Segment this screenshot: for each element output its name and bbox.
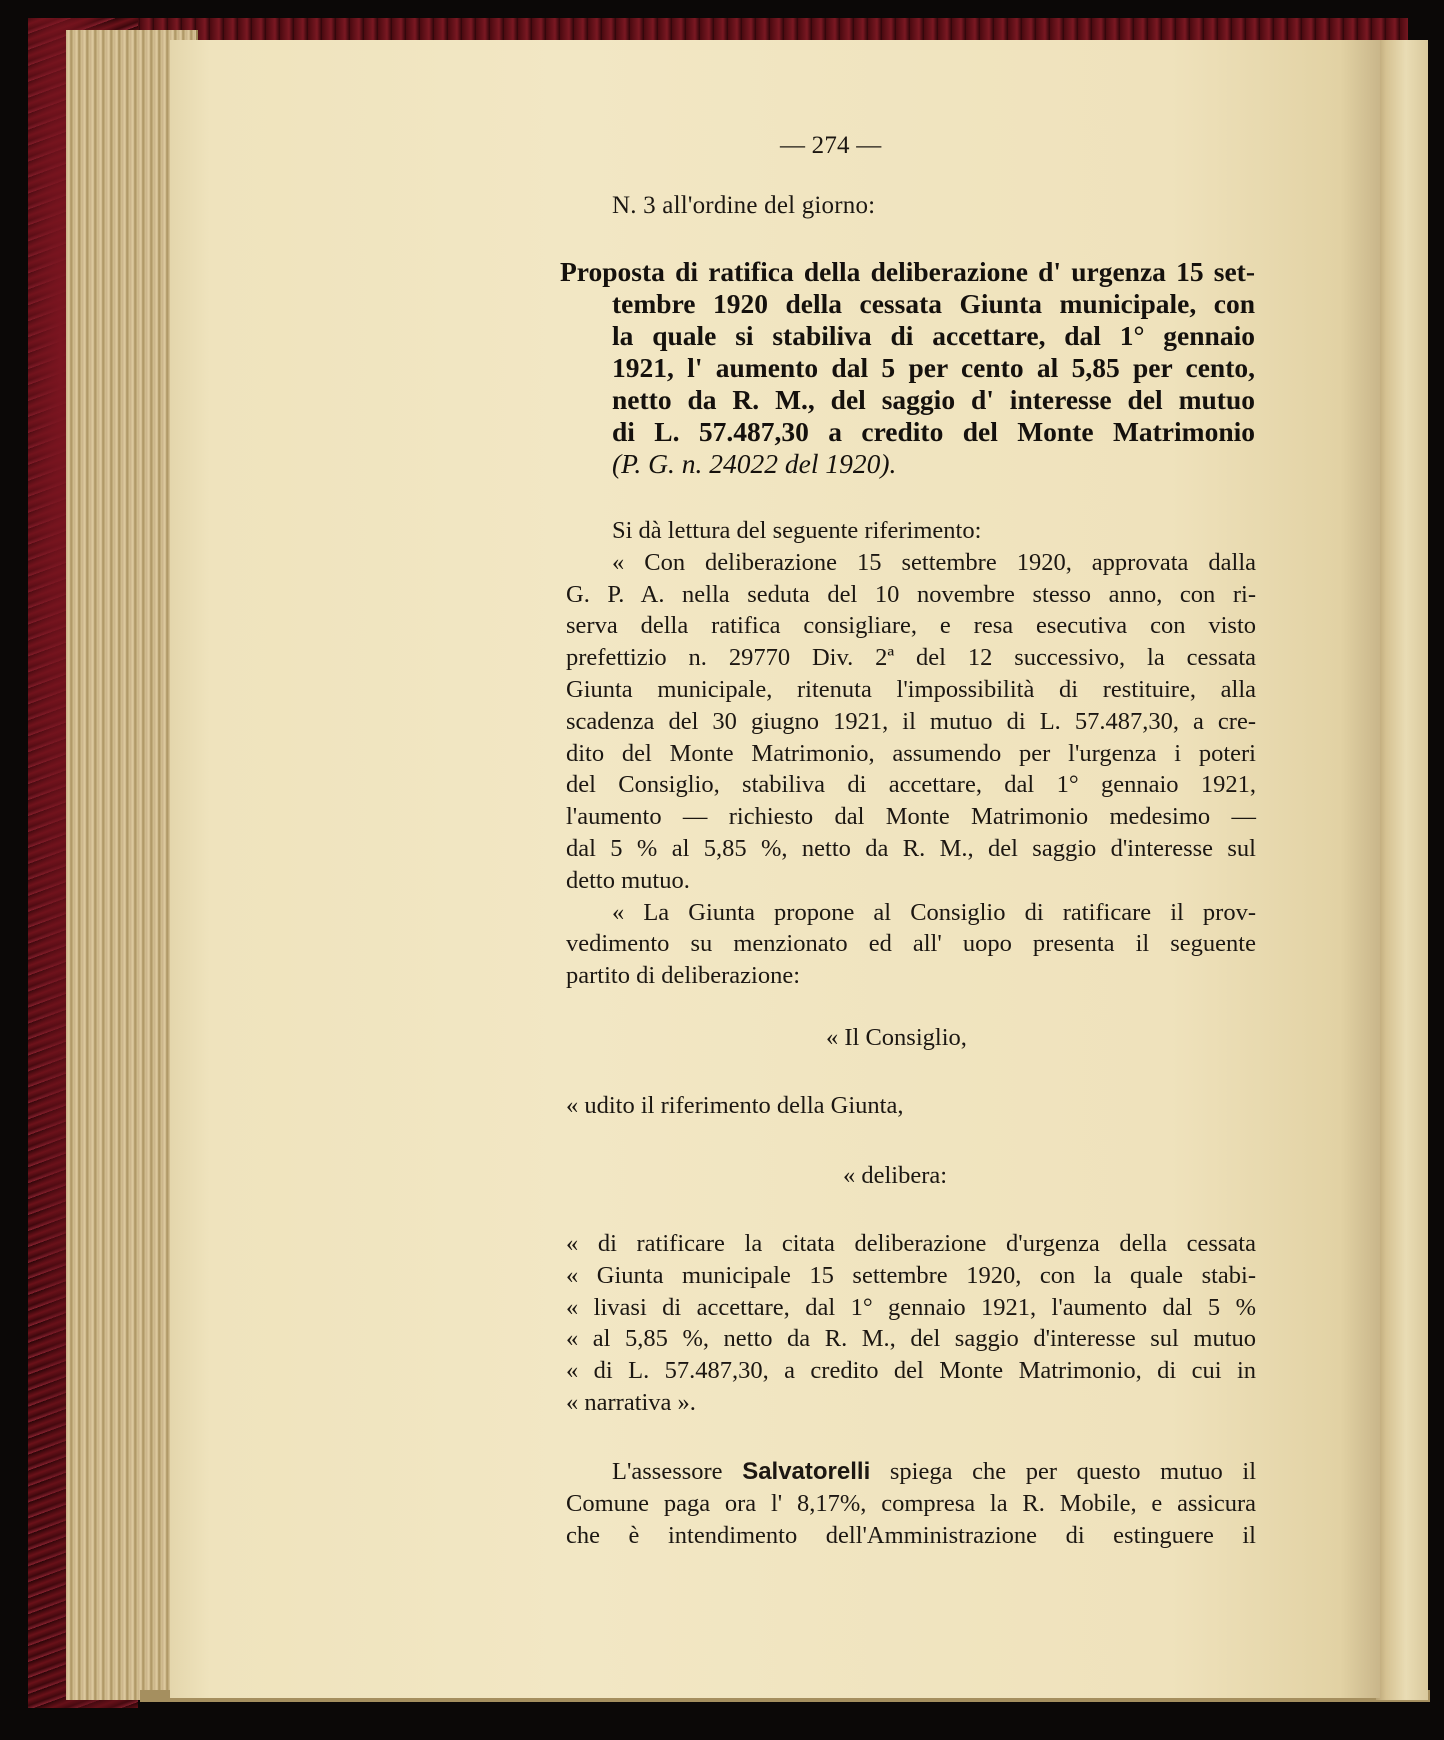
body-line: partito di deliberazione: <box>566 962 801 990</box>
facing-page-edge <box>1376 40 1428 1700</box>
body-line: l'aumento — richiesto dal Monte Matrimonio medesimo — <box>566 803 1256 831</box>
resolution-line: « al 5,85 %, netto da R. M., del saggio d'interesse sul mutuo <box>566 1325 1256 1353</box>
title-line: Proposta di ratifica della deliberazione d' urgenza 15 set- <box>560 256 1255 287</box>
body-line: scadenza del 30 giugno 1921, il mutuo di L. 57.487,30, a cre- <box>566 707 1256 735</box>
body-line: serva della ratifica consigliare, e resa esecutiva con visto <box>566 612 1256 640</box>
body-line: del Consiglio, stabiliva di accettare, dal 1° gennaio 1921, <box>566 771 1256 799</box>
council-heading: « Il Consiglio, <box>826 1024 967 1051</box>
resolution-line: « narrativa ». <box>566 1388 696 1416</box>
resolution-text <box>566 1228 1256 1419</box>
discussion-line: che è intendimento dell'Amministrazione di estinguere il <box>566 1521 1256 1549</box>
body-line: detto mutuo. <box>566 866 690 894</box>
reference-paragraphs <box>566 515 1256 992</box>
title-line: netto da R. M., del saggio d' interesse del mutuo <box>612 384 1255 415</box>
resolution-line: « di ratificare la citata deliberazione d'urgenza della cessata <box>566 1230 1256 1257</box>
discussion-line <box>566 1456 1256 1488</box>
title-line: tembre 1920 della cessata Giunta municipale, con <box>612 288 1255 319</box>
resolution-line: « Giunta municipale 15 settembre 1920, con la quale stabi- <box>566 1261 1256 1289</box>
resolution-line: « di L. 57.487,30, a credito del Monte Matrimonio, di cui in <box>566 1357 1256 1385</box>
body-line: Si dà lettura del seguente riferimento: <box>612 517 982 544</box>
title-line: la quale si stabiliva di accettare, dal 1° gennaio <box>612 320 1255 351</box>
body-line: Giunta municipale, ritenuta l'impossibilità di restituire, alla <box>566 675 1256 703</box>
body-line: dal 5 % al 5,85 %, netto da R. M., del saggio d'interesse sul <box>566 834 1256 862</box>
body-line: G. P. A. nella seduta del 10 novembre stesso anno, con ri- <box>566 580 1256 608</box>
discussion-line-rest: spiega che per questo mutuo il <box>889 1458 1257 1485</box>
title-line: 1921, l' aumento dal 5 per cento al 5,85 per cento, <box>612 352 1255 383</box>
page-number: — 274 — <box>780 132 882 159</box>
proposal-title <box>560 256 1255 480</box>
body-line: « La Giunta propone al Consiglio di ratificare il prov- <box>612 898 1256 926</box>
body-line: prefettizio n. 29770 Div. 2ª del 12 successivo, la cessata <box>566 644 1256 672</box>
title-reference: (P. G. n. 24022 del 1920). <box>612 448 897 479</box>
discussion-line: Comune paga ora l' 8,17%, compresa la R. Mobile, e assicura <box>566 1489 1256 1517</box>
discussion-paragraph <box>566 1456 1256 1551</box>
body-line: vedimento su menzionato ed all' uopo presenta il seguente <box>566 930 1256 958</box>
resolution-line: « livasi di accettare, dal 1° gennaio 1921, l'aumento dal 5 % <box>566 1293 1256 1321</box>
body-line: dito del Monte Matrimonio, assumendo per l'urgenza i poteri <box>566 739 1256 767</box>
discussion-intro: L'assessore <box>612 1458 723 1485</box>
speaker-name: Salvatorelli <box>742 1458 871 1485</box>
delibera-heading: « delibera: <box>843 1162 948 1189</box>
body-line: « Con deliberazione 15 settembre 1920, approvata dalla <box>612 548 1256 576</box>
title-line <box>612 448 1255 480</box>
title-line: di L. 57.487,30 a credito del Monte Matrimonio <box>612 416 1255 447</box>
udito-line: « udito il riferimento della Giunta, <box>566 1092 904 1119</box>
agenda-item: N. 3 all'ordine del giorno: <box>612 192 876 219</box>
